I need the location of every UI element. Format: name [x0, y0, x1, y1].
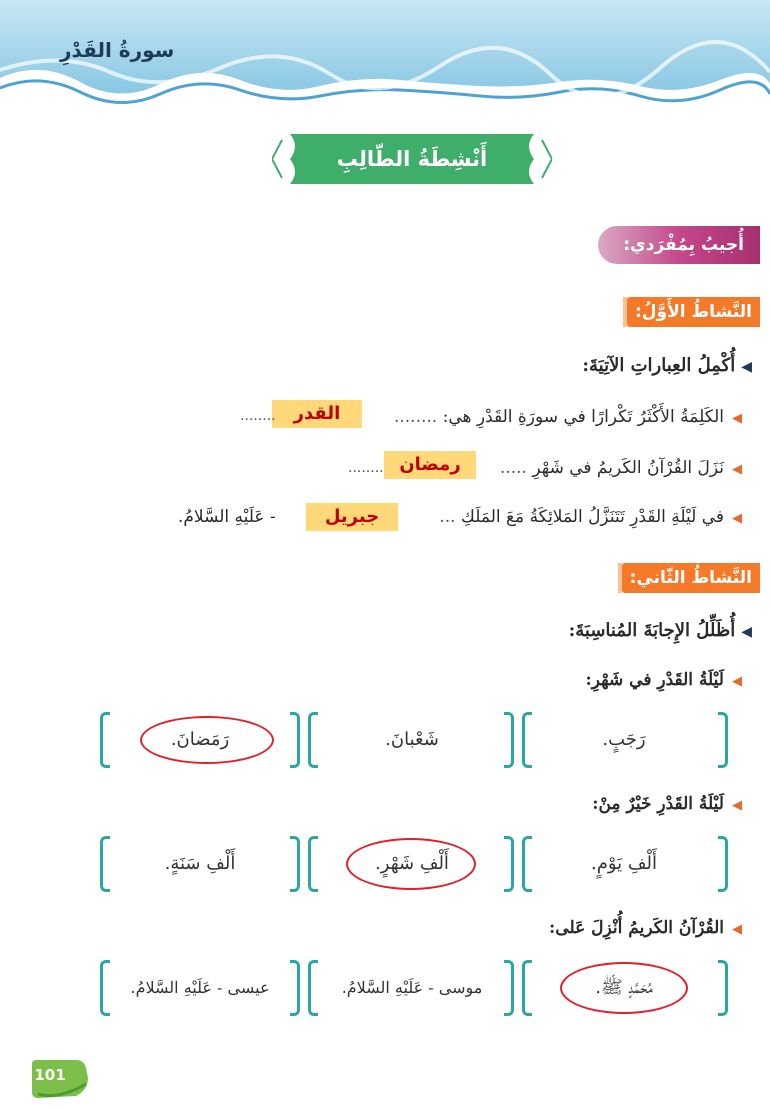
- options-row-2: [100, 836, 728, 894]
- answer-alone-label: أُجيبُ بِمُفْرَدي:: [598, 226, 760, 264]
- option-3-2[interactable]: موسى - عَلَيْهِ السَّلامُ.: [341, 978, 483, 997]
- option-1-3[interactable]: رَمَضانَ.: [170, 729, 230, 750]
- option-3-3[interactable]: عيسى - عَلَيْهِ السَّلامُ.: [130, 978, 270, 997]
- option-1-1[interactable]: رَجَبٍ.: [602, 729, 646, 750]
- option-2-2[interactable]: أَلْفِ شَهْرٍ.: [375, 853, 449, 874]
- answer-box-1[interactable]: القدر: [272, 400, 362, 428]
- question-3: ◀القُرْآنُ الكَريمُ أُنْزِلَ عَلى:: [549, 918, 742, 938]
- triangle-bullet-icon: ◀: [732, 511, 742, 526]
- question-2: ◀لَيْلَةُ القَدْرِ خَيْرٌ مِنْ:: [592, 794, 742, 814]
- activity1-label: النَّشاطُ الأَوَّلُ:: [627, 297, 760, 327]
- page-number: 101: [34, 1066, 66, 1084]
- triangle-bullet-icon: ◀: [732, 798, 742, 813]
- question-1: ◀لَيْلَةُ القَدْرِ في شَهْرِ:: [585, 670, 742, 690]
- activity2-label: النَّشاطُ الثّاني:: [622, 563, 760, 593]
- banner-title: أَنْشِطَةُ الطّالِبِ: [336, 147, 488, 171]
- selected-circle: [346, 838, 476, 890]
- options-row-3: [100, 960, 728, 1018]
- chapter-title: سورةُ القَدْرِ: [60, 38, 175, 62]
- answer-box-3[interactable]: جبريل: [306, 503, 398, 531]
- triangle-bullet-icon: ◀: [732, 462, 742, 477]
- triangle-bullet-icon: ◀: [732, 411, 742, 426]
- activity1-instruction: ◀أُكْمِلُ العِباراتِ الآتِيَةَ:: [582, 355, 752, 376]
- option-3-1[interactable]: مُحَمَّدٍ ﷺ.: [595, 977, 653, 998]
- option-2-1[interactable]: أَلْفِ يَوْمٍ.: [590, 853, 657, 874]
- triangle-bullet-icon: ◀: [732, 922, 742, 937]
- triangle-bullet-icon: ◀: [741, 359, 752, 375]
- dots-trail: ........: [240, 408, 276, 424]
- dots-trail: ........: [348, 460, 384, 476]
- fill-line-2: ◀نَزَلَ القُرْآنُ الكَريمُ في شَهْرِ .....: [499, 458, 742, 478]
- fill-line-3-suffix: - عَلَيْهِ السَّلامُ.: [178, 507, 276, 527]
- triangle-bullet-icon: ◀: [741, 624, 752, 640]
- option-1-2[interactable]: شَعْبانَ.: [385, 729, 439, 750]
- activity2-instruction: ◀أُظَلِّلُ الإِجابَةَ المُناسِبَةَ:: [568, 620, 752, 641]
- fill-line-1: ◀الكَلِمَةُ الأَكْثَرُ تَكْرارًا في سورَةِ القَدْرِ هي: ........: [393, 407, 742, 427]
- option-2-3[interactable]: أَلْفِ سَنَةٍ.: [164, 853, 236, 874]
- options-row-1: [100, 712, 728, 770]
- fill-line-3: ◀في لَيْلَةِ القَدْرِ تَتَنَزَّلُ المَلائِكَةُ مَعَ المَلَكِ ...: [439, 507, 742, 527]
- selected-circle: [140, 716, 274, 764]
- triangle-bullet-icon: ◀: [732, 674, 742, 689]
- answer-box-2[interactable]: رمضان: [384, 451, 476, 479]
- selected-circle: [560, 962, 688, 1014]
